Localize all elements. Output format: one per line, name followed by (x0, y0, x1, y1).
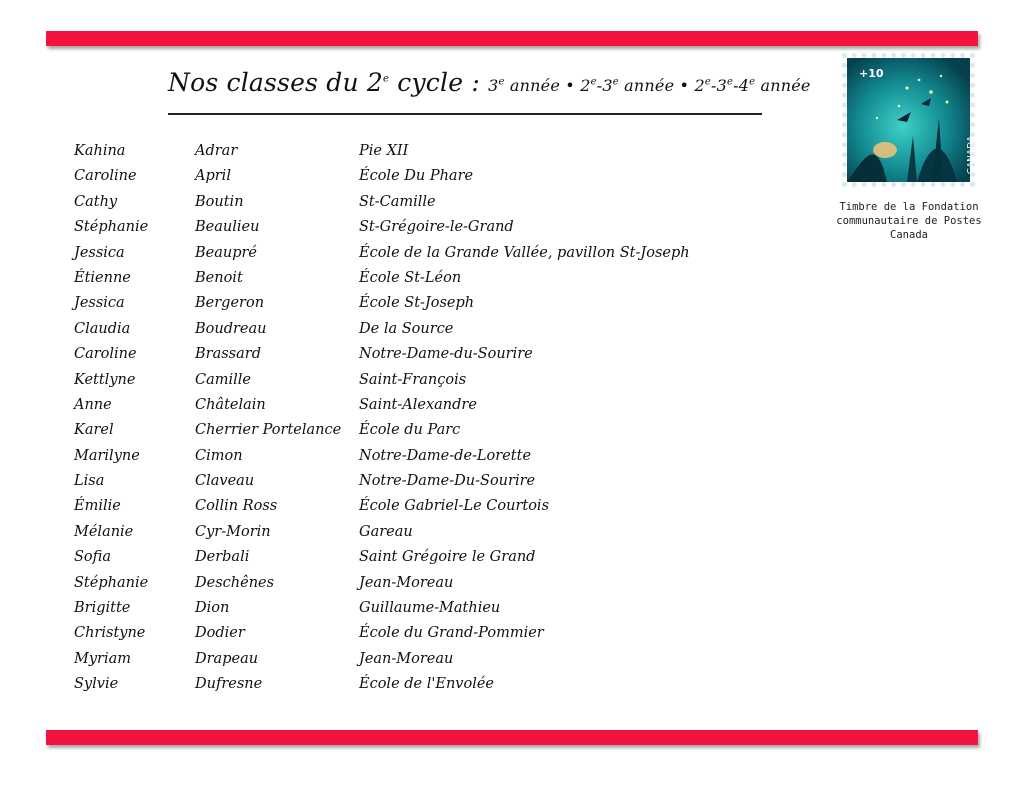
school-name: École du Parc (359, 422, 461, 439)
list-item (74, 672, 794, 697)
first-name: Anne (74, 396, 112, 413)
school-name: École de l'Envolée (359, 676, 495, 693)
first-name: Sylvie (74, 676, 119, 693)
first-name: Christyne (74, 625, 146, 642)
last-name: Dufresne (195, 676, 263, 693)
school-name: École Gabriel-Le Courtois (359, 498, 550, 515)
first-name: Jessica (74, 295, 125, 312)
list-item (74, 139, 794, 164)
list-item (74, 469, 794, 494)
first-name: Stéphanie (74, 219, 149, 236)
last-name: Dodier (195, 625, 245, 642)
top-band (46, 31, 978, 46)
list-item (74, 215, 794, 240)
school-name: St-Grégoire-le-Grand (359, 219, 514, 236)
school-name: École du Grand-Pommier (359, 625, 544, 642)
first-name: Brigitte (74, 600, 131, 617)
list-item (74, 393, 794, 418)
list-item (74, 444, 794, 469)
level-separator: • (560, 76, 581, 95)
title-levels (488, 76, 810, 95)
school-name: École St-Joseph (359, 295, 475, 312)
last-name: Dion (195, 600, 230, 617)
last-name: Châtelain (195, 396, 266, 413)
bottom-band (46, 730, 978, 745)
last-name: Collin Ross (195, 498, 278, 515)
stamp-country: CANADA (966, 136, 976, 175)
stamp-value: +10 (859, 67, 884, 80)
school-name: Pie XII (359, 143, 409, 159)
last-name: Cyr-Morin (195, 523, 271, 540)
first-name: Caroline (74, 168, 137, 185)
school-name: Jean-Moreau (359, 650, 454, 667)
school-name: École St-Léon (359, 269, 462, 286)
list-item (74, 647, 794, 672)
level-separator: • (674, 76, 695, 95)
list-item (74, 317, 794, 342)
school-name: Saint-Alexandre (359, 396, 477, 413)
last-name: Drapeau (195, 650, 259, 667)
title-main-sup: e (383, 73, 390, 85)
first-name: Cathy (74, 193, 118, 210)
school-name: Jean-Moreau (359, 574, 454, 591)
teacher-list (74, 139, 794, 698)
school-name: Gareau (359, 523, 413, 540)
school-name: Notre-Dame-de-Lorette (359, 447, 532, 464)
stamp-image (842, 53, 975, 187)
title-main: Nos classes du 2 (168, 68, 383, 97)
stamp-caption: Timbre de la Fondation communautaire de Postes Canada (836, 201, 982, 241)
last-name: Camille (195, 371, 251, 388)
list-item (74, 571, 794, 596)
last-name: Deschênes (195, 574, 275, 591)
first-name: Myriam (74, 650, 132, 667)
last-name: Derbali (195, 549, 250, 566)
first-name: Stéphanie (74, 574, 149, 591)
first-name: Lisa (74, 473, 105, 490)
first-name: Sofia (74, 549, 111, 566)
list-item (74, 545, 794, 570)
first-name: Émilie (74, 498, 121, 515)
first-name: Kettlyne (74, 371, 136, 388)
list-item (74, 164, 794, 189)
school-name: Saint-François (359, 371, 467, 388)
last-name: Claveau (195, 473, 255, 490)
last-name: Benoit (195, 269, 243, 286)
first-name: Mélanie (74, 523, 134, 540)
first-name: Jessica (74, 244, 125, 261)
list-item (74, 241, 794, 266)
first-name: Kahina (74, 143, 126, 159)
list-item (74, 266, 794, 291)
list-item (74, 621, 794, 646)
school-name: Notre-Dame-du-Sourire (359, 346, 533, 363)
first-name: Étienne (74, 269, 131, 286)
last-name: Cherrier Portelance (195, 422, 342, 439)
first-name: Claudia (74, 320, 131, 337)
list-item (74, 368, 794, 393)
first-name: Marilyne (74, 447, 140, 464)
list-item (74, 520, 794, 545)
level-1: 3e année (488, 76, 561, 95)
list-item (74, 190, 794, 215)
level-2: 2e-3e année (580, 76, 675, 95)
list-item (74, 418, 794, 443)
page-title (168, 68, 811, 97)
list-item (74, 494, 794, 519)
school-name: Saint Grégoire le Grand (359, 549, 536, 566)
last-name: Boutin (195, 193, 244, 210)
last-name: Boudreau (195, 320, 267, 337)
school-name: St-Camille (359, 193, 436, 210)
list-item (74, 291, 794, 316)
school-name: École Du Phare (359, 168, 474, 185)
list-item (74, 596, 794, 621)
school-name: Guillaume-Mathieu (359, 600, 501, 617)
level-3: 2e-3e-4e année (694, 76, 811, 95)
first-name: Karel (74, 422, 114, 439)
last-name: Beaupré (195, 244, 258, 261)
school-name: Notre-Dame-Du-Sourire (359, 473, 536, 490)
last-name: Beaulieu (195, 219, 260, 236)
last-name: Adrar (195, 143, 238, 159)
list-item (74, 342, 794, 367)
last-name: Bergeron (195, 295, 265, 312)
last-name: Cimon (195, 447, 243, 464)
school-name: De la Source (359, 320, 454, 337)
school-name: École de la Grande Vallée, pavillon St-Joseph (359, 244, 690, 261)
last-name: Brassard (195, 346, 261, 363)
first-name: Caroline (74, 346, 137, 363)
title-main-tail: cycle : (389, 68, 480, 97)
last-name: April (195, 168, 231, 185)
title-rule (168, 113, 762, 115)
